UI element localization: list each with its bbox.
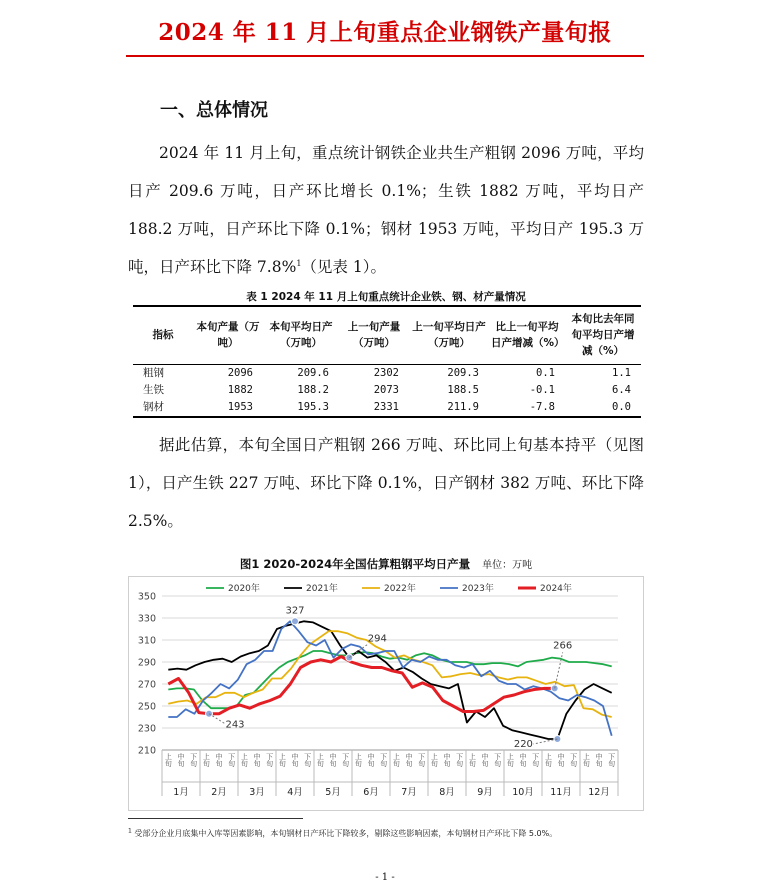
x-tick-label: 上旬 bbox=[316, 753, 325, 767]
x-tick-label: 中旬 bbox=[405, 753, 413, 767]
x-tick-label: 上旬 bbox=[164, 753, 173, 767]
table-header: 上一旬产量（万吨） bbox=[347, 321, 401, 350]
annotation-label: 266 bbox=[553, 640, 573, 652]
x-tick-label: 中旬 bbox=[177, 753, 185, 767]
y-tick-label: 250 bbox=[137, 701, 156, 713]
month-label: 8月 bbox=[439, 787, 455, 798]
table-row bbox=[133, 382, 641, 399]
legend-label: 2020年 bbox=[228, 584, 260, 594]
section-heading: 一、总体情况 bbox=[160, 100, 268, 121]
x-tick-label: 上旬 bbox=[430, 753, 439, 767]
x-tick-label: 下旬 bbox=[417, 753, 426, 767]
table-cell: 生铁 bbox=[143, 383, 164, 396]
chart-unit: 单位：万吨 bbox=[482, 560, 533, 571]
x-tick-label: 下旬 bbox=[569, 753, 578, 767]
annotation-marker bbox=[292, 618, 299, 625]
x-tick-label: 中旬 bbox=[329, 753, 337, 767]
table-header-row bbox=[133, 306, 641, 364]
x-tick-label: 下旬 bbox=[607, 753, 616, 767]
table-cell: 粗钢 bbox=[143, 366, 164, 379]
x-tick-label: 下旬 bbox=[303, 753, 312, 767]
series-line bbox=[168, 621, 611, 735]
annotation-label: 294 bbox=[367, 633, 387, 645]
annotation-label: 220 bbox=[513, 739, 533, 750]
table-cell: 钢材 bbox=[143, 400, 164, 413]
x-tick-label: 上旬 bbox=[582, 753, 591, 767]
month-label: 6月 bbox=[363, 787, 379, 798]
table-cell: 2073 bbox=[373, 383, 399, 396]
paragraph-summary-tail: （见表 1）。 bbox=[301, 258, 386, 276]
table-row bbox=[133, 399, 641, 417]
footnote-text: 受部分企业月底集中入库等因素影响，本旬钢材日产环比下降较多，剔除这些影响因素，本旬钢材日产环比下降 5.0%。 bbox=[134, 829, 558, 838]
paragraph-summary-text: 2024 年 11 月上旬，重点统计钢铁企业共生产粗钢 2096 万吨，平均日产 209.6 万吨，日产环比增长 0.1%；生铁 1882 万吨，平均日产 188.2 万吨，日产环比下降 0.1%；钢材 1953 万吨，平均日产 195.3 万吨，日产环比下降 7.8% bbox=[128, 144, 644, 276]
footnote-ref[interactable]: 1 bbox=[296, 258, 302, 268]
table-cell: 2096 bbox=[227, 366, 253, 379]
page-number: - 1 - bbox=[375, 872, 395, 883]
chart-title-text: 图1 2020-2024年全国估算粗钢平均日产量 bbox=[239, 557, 471, 571]
x-tick-label: 下旬 bbox=[493, 753, 502, 767]
production-table bbox=[133, 305, 641, 418]
table-cell: 1882 bbox=[227, 383, 253, 396]
table-row bbox=[133, 364, 641, 382]
annotation-marker bbox=[554, 736, 561, 743]
table-cell: -0.1 bbox=[529, 383, 555, 396]
table-cell: 2302 bbox=[373, 366, 399, 379]
table-header: 上一旬平均日产（万吨） bbox=[412, 321, 486, 350]
month-label: 1月 bbox=[173, 787, 189, 798]
month-label: 5月 bbox=[325, 787, 341, 798]
month-label: 3月 bbox=[249, 787, 265, 798]
x-tick-label: 上旬 bbox=[506, 753, 515, 767]
annotation-label: 327 bbox=[285, 605, 305, 617]
paragraph-estimate: 据此估算，本旬全国日产粗钢 266 万吨、环比同上旬基本持平（见图 1），日产生铁 227 万吨、环比下降 0.1%，日产钢材 382 万吨、环比下降 2.5%。 bbox=[128, 436, 644, 530]
x-tick-label: 下旬 bbox=[379, 753, 388, 767]
month-label: 9月 bbox=[477, 787, 493, 798]
table-header: 比上一旬平均日产增减（%） bbox=[491, 321, 565, 350]
table-cell: 0.1 bbox=[536, 366, 555, 379]
x-tick-label: 中旬 bbox=[557, 753, 565, 767]
line-chart bbox=[128, 550, 644, 812]
x-tick-label: 上旬 bbox=[392, 753, 401, 767]
x-tick-label: 上旬 bbox=[278, 753, 287, 767]
legend-label: 2023年 bbox=[462, 584, 494, 594]
month-label: 4月 bbox=[287, 787, 303, 798]
x-tick-label: 中旬 bbox=[443, 753, 451, 767]
title-rule bbox=[126, 55, 644, 57]
table-caption: 表 1 2024 年 11 月上旬重点统计企业铁、钢、材产量情况 bbox=[246, 291, 526, 303]
document-title: 2024 年 11 月上旬重点企业钢铁产量旬报 bbox=[158, 19, 612, 46]
y-tick-label: 330 bbox=[137, 613, 156, 625]
x-tick-label: 中旬 bbox=[595, 753, 603, 767]
y-tick-label: 290 bbox=[137, 657, 156, 669]
paragraph-summary bbox=[128, 134, 644, 286]
y-tick-label: 230 bbox=[137, 723, 156, 735]
x-tick-label: 中旬 bbox=[291, 753, 299, 767]
y-tick-label: 270 bbox=[137, 679, 156, 691]
y-tick-label: 350 bbox=[137, 591, 156, 603]
table-cell: 209.3 bbox=[447, 366, 479, 379]
annotation-marker bbox=[551, 685, 558, 692]
table-cell: 211.9 bbox=[447, 400, 479, 413]
table-cell: 0.0 bbox=[612, 400, 631, 413]
x-tick-label: 下旬 bbox=[341, 753, 350, 767]
x-tick-label: 下旬 bbox=[189, 753, 198, 767]
x-tick-label: 上旬 bbox=[202, 753, 211, 767]
footnote-rule bbox=[128, 818, 303, 819]
x-tick-label: 下旬 bbox=[455, 753, 464, 767]
x-tick-label: 中旬 bbox=[519, 753, 527, 767]
chart-figure bbox=[128, 550, 644, 812]
table-cell: 2331 bbox=[373, 400, 399, 413]
x-tick-label: 下旬 bbox=[265, 753, 274, 767]
x-tick-label: 上旬 bbox=[544, 753, 553, 767]
month-label: 7月 bbox=[401, 787, 417, 798]
table-cell: 188.5 bbox=[447, 383, 479, 396]
x-tick-label: 下旬 bbox=[227, 753, 236, 767]
table-header: 指标 bbox=[152, 329, 174, 342]
month-label: 10月 bbox=[512, 787, 534, 798]
x-tick-label: 上旬 bbox=[468, 753, 477, 767]
table-header: 本旬平均日产（万吨） bbox=[269, 321, 333, 350]
month-label: 2月 bbox=[211, 787, 227, 798]
month-label: 11月 bbox=[550, 787, 572, 798]
month-label: 12月 bbox=[588, 787, 610, 798]
table-cell: 1953 bbox=[227, 400, 253, 413]
table-header: 本旬产量（万吨） bbox=[196, 321, 260, 350]
table-cell: 188.2 bbox=[297, 383, 329, 396]
table-cell: 6.4 bbox=[612, 383, 631, 396]
legend-label: 2024年 bbox=[540, 584, 572, 594]
table-cell: 1.1 bbox=[612, 366, 631, 379]
annotation-label: 243 bbox=[225, 719, 245, 731]
x-tick-label: 上旬 bbox=[354, 753, 363, 767]
table-cell: 195.3 bbox=[297, 400, 329, 413]
x-tick-label: 中旬 bbox=[253, 753, 261, 767]
series-line bbox=[168, 631, 611, 717]
table-cell: 209.6 bbox=[297, 366, 329, 379]
chart-frame bbox=[129, 577, 644, 811]
table-header: 本旬比去年同旬平均日产增减（%） bbox=[571, 313, 635, 358]
footnote-marker: 1 bbox=[128, 827, 132, 835]
legend-label: 2022年 bbox=[384, 584, 416, 594]
series-line bbox=[168, 657, 554, 714]
table-cell: -7.8 bbox=[529, 400, 555, 413]
y-tick-label: 310 bbox=[137, 635, 156, 647]
x-tick-label: 中旬 bbox=[367, 753, 375, 767]
legend-label: 2021年 bbox=[306, 584, 338, 594]
x-tick-label: 上旬 bbox=[240, 753, 249, 767]
footnote bbox=[128, 825, 644, 843]
x-tick-label: 中旬 bbox=[215, 753, 223, 767]
x-tick-label: 下旬 bbox=[531, 753, 540, 767]
x-tick-label: 中旬 bbox=[481, 753, 489, 767]
y-tick-label: 210 bbox=[137, 745, 156, 757]
